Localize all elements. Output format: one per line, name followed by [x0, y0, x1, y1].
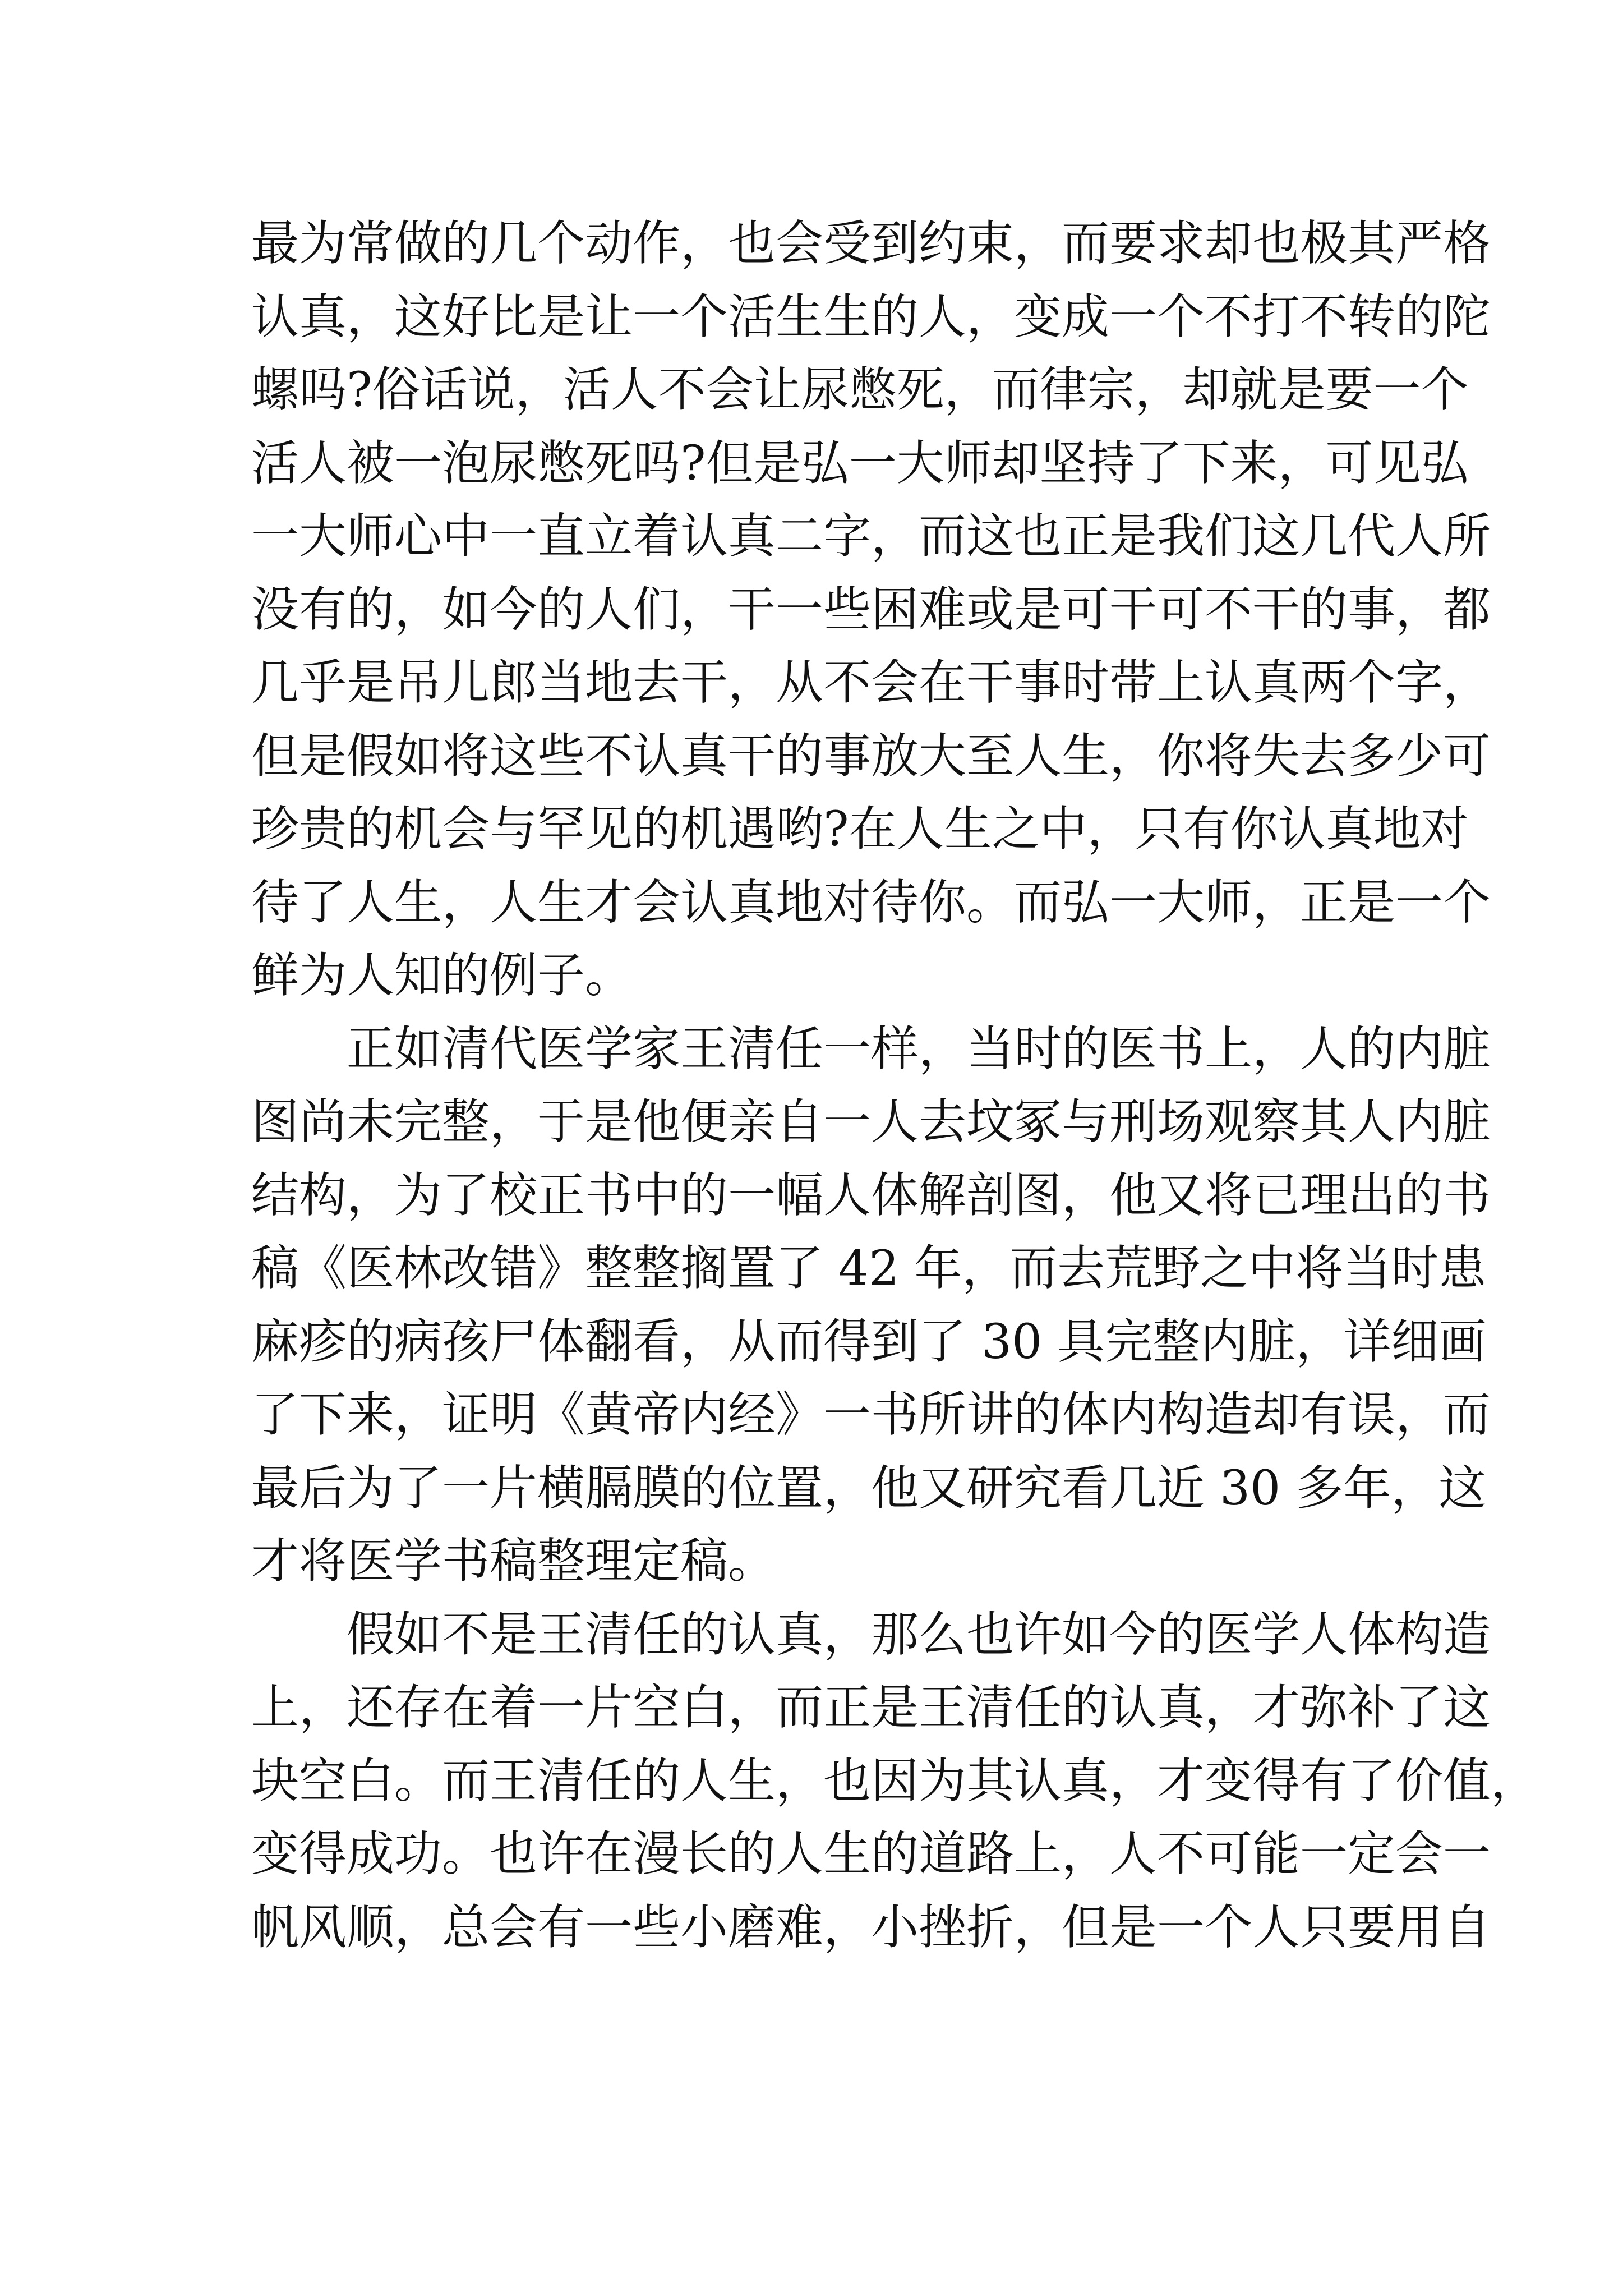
text-line: 珍贵的机会与罕见的机遇哟?在人生之中，只有你认真地对 — [251, 802, 1469, 857]
text-line: 待了人生，人生才会认真地对待你。而弘一大师，正是一个 — [251, 875, 1491, 931]
body-text — [251, 208, 1539, 1964]
text-line: 图尚未完整，于是他便亲自一人去坟冢与刑场观察其人内脏 — [251, 1094, 1491, 1150]
text-line: 帆风顺，总会有一些小磨难，小挫折，但是一个人只要用自 — [251, 1899, 1491, 1955]
text-line: 鲜为人知的例子。 — [251, 948, 633, 1004]
text-line: 一大师心中一直立着认真二字，而这也正是我们这几代人所 — [251, 509, 1491, 564]
text-line: 螺吗?俗话说，活人不会让尿憋死，而律宗，却就是要一个 — [251, 362, 1469, 418]
text-line: 才将医学书稿整理定稿。 — [251, 1534, 776, 1589]
text-line: 正如清代医学家王清任一样，当时的医书上，人的内脏 — [347, 1021, 1491, 1077]
text-line: 几乎是吊儿郎当地去干，从不会在干事时带上认真两个字， — [251, 655, 1491, 711]
text-line: 块空白。而王清任的人生，也因为其认真，才变得有了价值， — [251, 1753, 1539, 1809]
text-line: 认真，这好比是让一个活生生的人，变成一个不打不转的陀 — [251, 289, 1491, 345]
text-line: 假如不是王清任的认真，那么也许如今的医学人体构造 — [347, 1607, 1491, 1663]
text-line: 麻疹的病孩尸体翻看，从而得到了 30 具完整内脏，详细画 — [251, 1314, 1487, 1370]
text-line: 上，还存在着一片空白，而正是王清任的认真，才弥补了这 — [251, 1680, 1491, 1736]
text-line: 变得成功。也许在漫长的人生的道路上，人不可能一定会一 — [251, 1826, 1491, 1882]
text-line: 最后为了一片横膈膜的位置，他又研究看几近 30 多年，这 — [251, 1460, 1487, 1516]
text-line: 结构，为了校正书中的一幅人体解剖图，他又将已理出的书 — [251, 1167, 1491, 1223]
text-line: 稿《医林改错》整整搁置了 42 年，而去荒野之中将当时患 — [251, 1241, 1487, 1296]
text-line: 活人被一泡尿憋死吗?但是弘一大师却坚持了下来，可见弘 — [251, 435, 1469, 491]
text-line: 但是假如将这些不认真干的事放大至人生，你将失去多少可 — [251, 728, 1491, 784]
text-line: 没有的，如今的人们，干一些困难或是可干可不干的事，都 — [251, 582, 1491, 638]
text-line: 最为常做的几个动作，也会受到约束，而要求却也极其严格 — [251, 216, 1491, 272]
text-line: 了下来，证明《黄帝内经》一书所讲的体内构造却有误，而 — [251, 1387, 1491, 1443]
